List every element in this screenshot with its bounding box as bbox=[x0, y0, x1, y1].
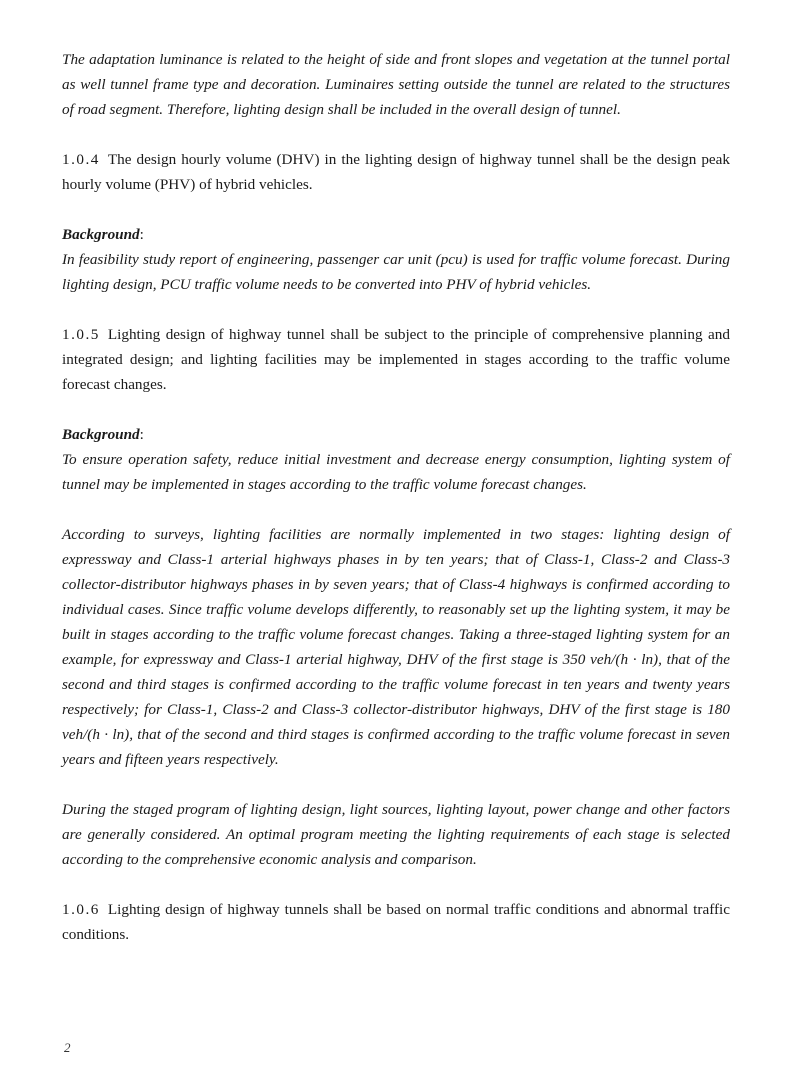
spacer bbox=[62, 197, 730, 222]
heading-colon: : bbox=[139, 426, 144, 443]
spacer bbox=[62, 772, 730, 797]
clause-number: 1.0.5 bbox=[62, 326, 100, 343]
document-page bbox=[62, 47, 730, 947]
clause-1-0-6 bbox=[62, 897, 730, 947]
background-note-operation-safety: To ensure operation safety, reduce initial investment and decrease energy consumption, lighting system of tunnel may be implemented in stages according to the traffic volume forecast changes. bbox=[62, 451, 730, 493]
spacer bbox=[62, 122, 730, 147]
spacer bbox=[62, 397, 730, 422]
spacer bbox=[62, 297, 730, 322]
background-note-staged-program: During the staged program of lighting design, light sources, lighting layout, power change and other factors are generally considered. An optimal program meeting the lighting requirements of each stage is selected according to the comprehensive economic analysis and comparison. bbox=[62, 801, 730, 868]
background-heading bbox=[62, 422, 730, 447]
spacer bbox=[62, 497, 730, 522]
clause-1-0-4 bbox=[62, 147, 730, 197]
clause-text: Lighting design of highway tunnel shall be subject to the principle of comprehensive planning and integrated design; and lighting facilities may be implemented in stages according to the traffic volume forecast changes. bbox=[62, 326, 730, 393]
clause-number: 1.0.6 bbox=[62, 901, 100, 918]
clause-text: The design hourly volume (DHV) in the lighting design of highway tunnel shall be the design peak hourly volume (PHV) of hybrid vehicles. bbox=[62, 151, 730, 193]
spacer bbox=[62, 872, 730, 897]
clause-1-0-5 bbox=[62, 322, 730, 397]
background-heading-label: Background bbox=[62, 426, 140, 443]
background-note-surveys-stages: According to surveys, lighting facilities are normally implemented in two stages: lighting design of expressway and Class-1 arterial highways phases in by ten years; that of Class-1, Class-2 and Class-3 collector-distributor highways phases in by seven years; that of Class-4 highways is confirmed according to individual cases. Since traffic volume develops differently, to reasonably set up the lighting system, it may be built in stages according to the traffic volume forecast changes. Taking a three-staged lighting system for an example, for expressway and Class-1 arterial highway, DHV of the first stage is 350 veh/(h · ln), that of the second and third stages is confirmed according to the traffic volume forecast in ten years and twenty years respectively; for Class-1, Class-2 and Class-3 collector-distributor highways, DHV of the first stage is 180 veh/(h · ln), that of the second and third stages is confirmed according to the traffic volume forecast in seven years and fifteen years respectively. bbox=[62, 526, 730, 768]
background-heading-label: Background bbox=[62, 226, 140, 243]
page-number: 2 bbox=[64, 1040, 71, 1055]
clause-text: Lighting design of highway tunnels shall be based on normal traffic conditions and abnormal traffic conditions. bbox=[62, 901, 730, 943]
heading-colon: : bbox=[139, 226, 144, 243]
background-heading bbox=[62, 222, 730, 247]
background-note-adaptation-luminance: The adaptation luminance is related to the height of side and front slopes and vegetation at the tunnel portal as well tunnel frame type and decoration. Luminaires setting outside the tunnel are related to the structures of road segment. Therefore, lighting design shall be included in the overall design of tunnel. bbox=[62, 51, 730, 118]
clause-number: 1.0.4 bbox=[62, 151, 100, 168]
background-note-pcu-conversion: In feasibility study report of engineering, passenger car unit (pcu) is used for traffic volume forecast. During lighting design, PCU traffic volume needs to be converted into PHV of hybrid vehicles. bbox=[62, 251, 730, 293]
